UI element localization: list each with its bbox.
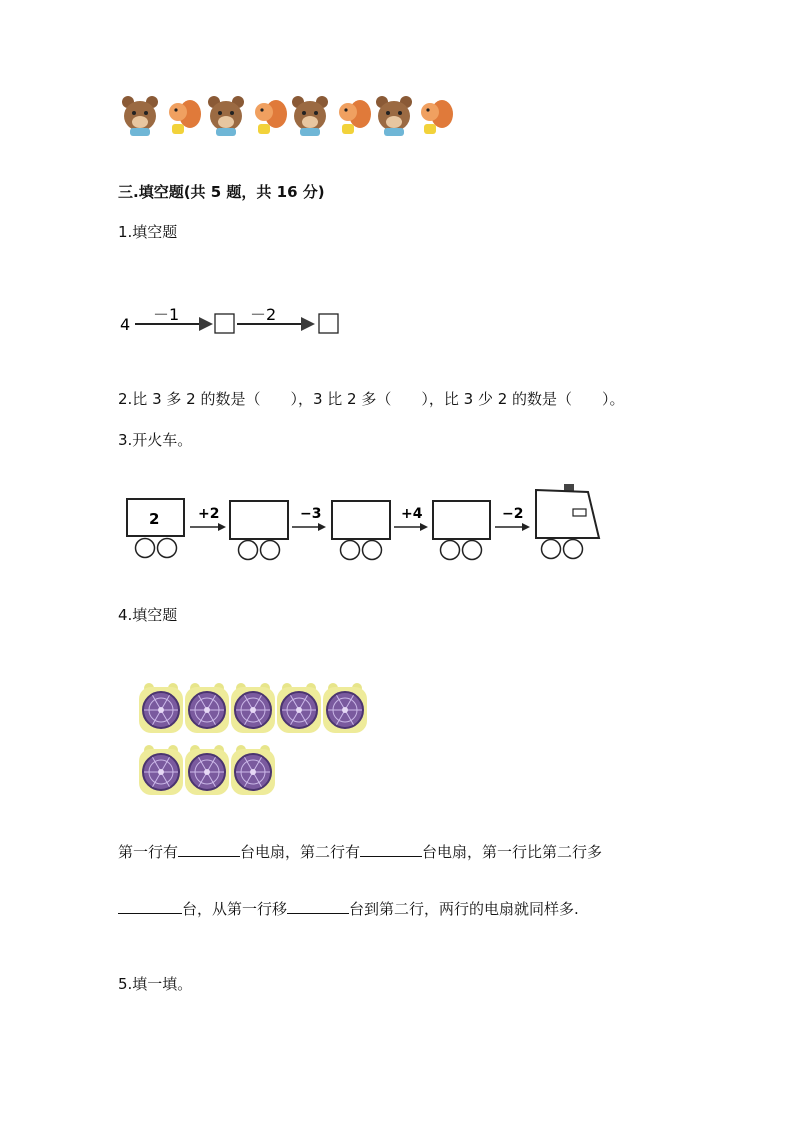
answer-blank-difference[interactable] bbox=[118, 897, 182, 914]
q4-text-1b: 台电扇，第二行有 bbox=[240, 843, 361, 861]
answer-blank-row1-count[interactable] bbox=[178, 840, 240, 857]
question-4-sentence-2 bbox=[118, 897, 579, 919]
train-op-3: +4 bbox=[401, 506, 423, 522]
q4-text-1c: 台电扇，第一行比第二行多 bbox=[422, 843, 603, 861]
train-op-4: −2 bbox=[502, 506, 524, 522]
q4-text-2b: 台到第二行，两行的电扇就同样多. bbox=[349, 900, 579, 918]
question-4-sentence-1 bbox=[118, 840, 602, 862]
train-op-1: +2 bbox=[198, 506, 220, 522]
answer-blank-row2-count[interactable] bbox=[360, 840, 422, 857]
train-engine[interactable] bbox=[536, 484, 599, 559]
question-5-label: 5.填一填。 bbox=[118, 975, 193, 993]
fan-icon bbox=[277, 683, 321, 733]
fan-icon bbox=[185, 745, 229, 795]
train-car-3[interactable] bbox=[332, 501, 390, 560]
question-2-text: 2.比 3 多 2 的数是（ ），3 比 2 多（ ），比 3 少 2 的数是（ ）。 bbox=[118, 390, 625, 408]
start-number: 4 bbox=[120, 315, 131, 334]
operation-label-1: －1 bbox=[153, 305, 180, 324]
section-title: 三.填空题(共 5 题，共 16 分) bbox=[118, 183, 325, 201]
answer-blank-move-count[interactable] bbox=[287, 897, 349, 914]
q4-text-1a: 第一行有 bbox=[118, 843, 179, 861]
fan-icon bbox=[139, 745, 183, 795]
number-chain-diagram bbox=[115, 300, 355, 340]
train-diagram bbox=[120, 480, 610, 565]
bear-icon bbox=[292, 96, 328, 136]
operation-label-2: －2 bbox=[250, 305, 277, 324]
squirrel-icon bbox=[255, 100, 287, 134]
squirrel-icon bbox=[339, 100, 371, 134]
question-4-label: 4.填空题 bbox=[118, 606, 178, 624]
train-car-4[interactable] bbox=[433, 501, 490, 560]
electric-fans-image bbox=[135, 678, 371, 800]
answer-box-2[interactable] bbox=[319, 314, 338, 333]
question-1-label: 1.填空题 bbox=[118, 223, 178, 241]
fan-icon bbox=[231, 683, 275, 733]
bear-icon bbox=[376, 96, 412, 136]
bear-icon bbox=[122, 96, 158, 136]
first-car-value: 2 bbox=[149, 510, 160, 528]
train-op-2: −3 bbox=[300, 506, 322, 522]
answer-box-1[interactable] bbox=[215, 314, 234, 333]
bear-icon bbox=[208, 96, 244, 136]
q4-text-2a: 台，从第一行移 bbox=[182, 900, 288, 918]
fan-icon bbox=[231, 745, 275, 795]
animal-pattern-strip bbox=[118, 92, 468, 142]
train-car-1 bbox=[127, 499, 184, 558]
fan-icon bbox=[139, 683, 183, 733]
question-3-label: 3.开火车。 bbox=[118, 431, 193, 449]
train-car-2[interactable] bbox=[230, 501, 288, 560]
fan-icon bbox=[323, 683, 367, 733]
squirrel-icon bbox=[169, 100, 201, 134]
fan-icon bbox=[185, 683, 229, 733]
squirrel-icon bbox=[421, 100, 453, 134]
